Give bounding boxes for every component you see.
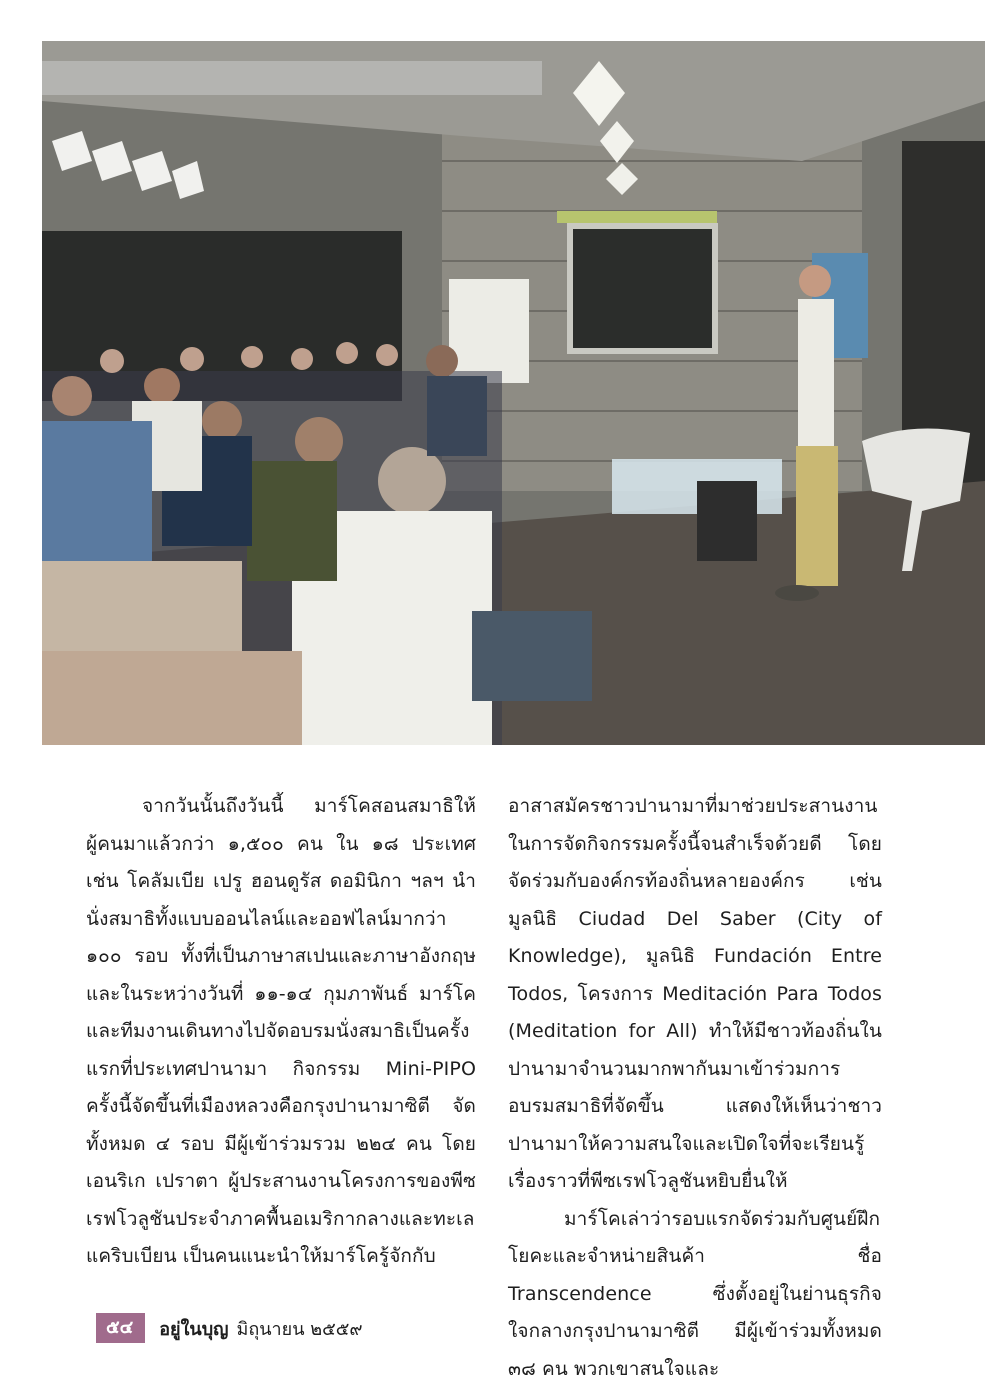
page-number: ๕๔ [96, 1313, 145, 1343]
paragraph: จากวันนั้นถึงวันนี้ มาร์โคสอนสมาธิให้ผู้คนมาแล้วกว่า ๑,๕๐๐ คน ใน ๑๘ ประเทศ เช่น โคลัมเบีย เปรู ฮอนดูรัส ดอมินิกา ฯลฯ นำนั่งสมาธิทั้งแบบออนไลน์และออฟไลน์มากว่า ๑๐๐ รอบ ทั้งที่เป็นภาษาสเปนและภาษาอังกฤษ และในระหว่างวันที่ ๑๑-๑๔ กุมภาพันธ์ มาร์โคและทีมงานเดินทางไปจัดอบรมนั่งสมาธิเป็นครั้งแรกที่ประเทศปานามา กิจกรรม Mini-PIPO ครั้งนี้จัดขึ้นที่เมืองหลวงคือกรุงปานามาซิตี จัดทั้งหมด ๔ รอบ มีผู้เข้าร่วมรวม ๒๒๔ คน โดยเอนริเก เปราตา ผู้ประสานงานโครงการของพีซเรฟโวลูชันประจำภาคพื้นอเมริกากลางและทะเลแคริบเบียน เป็นคนแนะนำให้มาร์โครู้จักกับ [86, 795, 476, 1267]
paragraph: มาร์โคเล่าว่ารอบแรกจัดร่วมกับศูนย์ฝึกโยคะและจำหน่ายสินค้า ชื่อ Transcendence ซึ่งตั้งอยู่ในย่านธุรกิจใจกลางกรุงปานามาซิตี มีผู้เข้าร่วมทั้งหมด ๓๘ คน พวกเขาสนใจและ [508, 1207, 882, 1380]
issue-date: มิถุนายน ๒๕๕๙ [236, 1318, 363, 1340]
paragraph: อาสาสมัครชาวปานามาที่มาช่วยประสานงานในการจัดกิจกรรมครั้งนี้จนสำเร็จด้วยดี โดยจัดร่วมกับองค์กรท้องถิ่นหลายองค์กร เช่น มูลนิธิ Ciudad Del Saber (City of Knowledge), มูลนิธิ Fundación Entre Todos, โครงการ Meditación Para Todos (Meditation for All) ทำให้มีชาวท้องถิ่นในปานามาจำนวนมากพากันมาเข้าร่วมการอบรมสมาธิที่จัดขึ้น แสดงให้เห็นว่าชาวปานามาให้ความสนใจและเปิดใจที่จะเรียนรู้เรื่องราวที่พีซเรฟโวลูชันหยิบยื่นให้ [508, 795, 882, 1192]
page-footer [96, 1313, 363, 1343]
article-column-left [86, 788, 476, 1276]
article-photo [42, 41, 985, 745]
meditation-class-photo [42, 41, 985, 745]
article-column-right [508, 788, 882, 1388]
magazine-title: อยู่ในบุญ [159, 1318, 229, 1340]
